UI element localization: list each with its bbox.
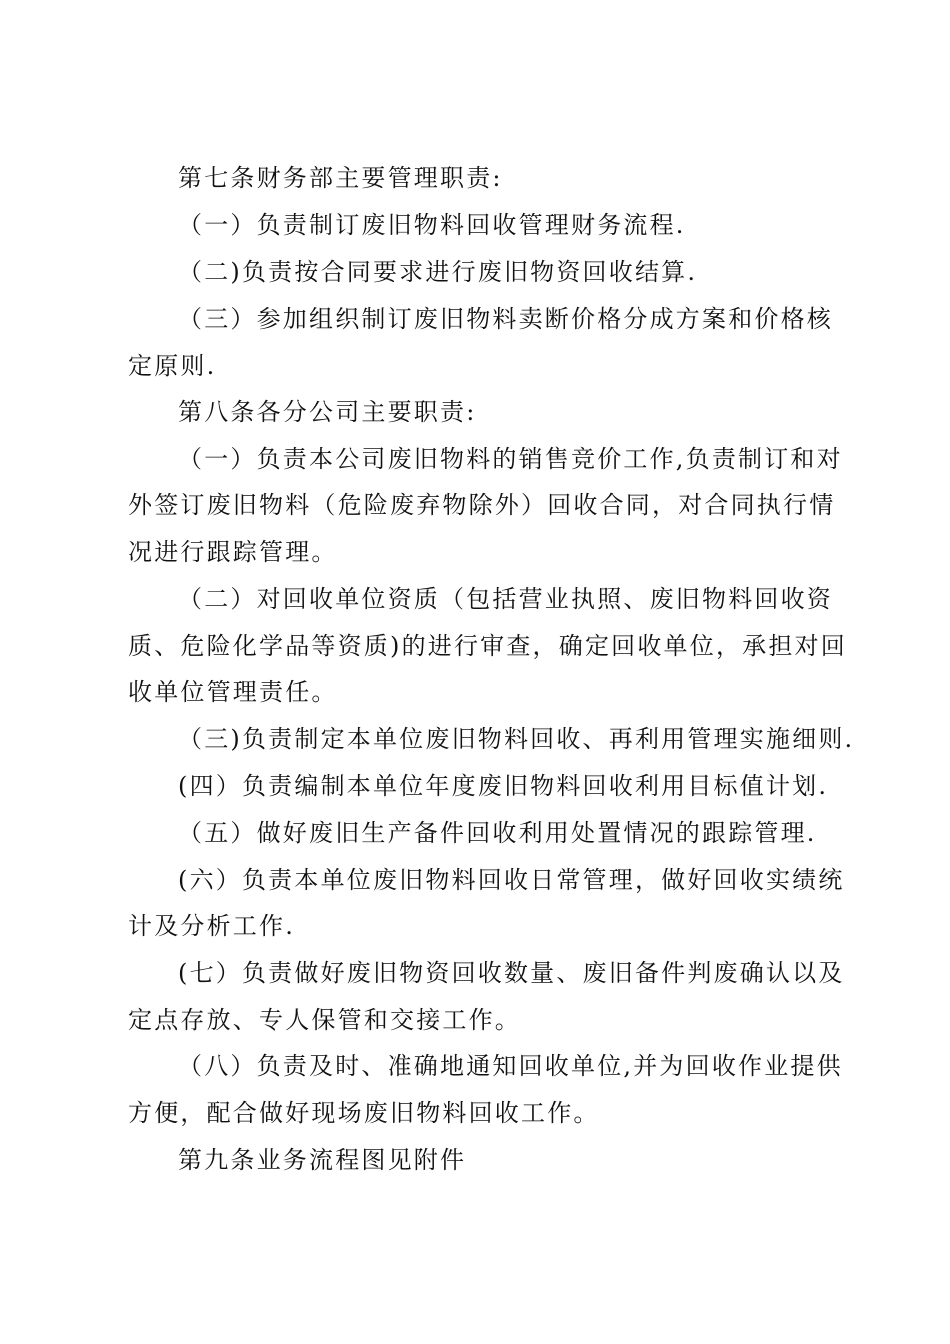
article8-item6-line2: 计及分析工作. — [128, 912, 296, 940]
article7-item3-line2: 定原则. — [128, 352, 217, 380]
article8-item1-line1: （一）负责本公司废旧物料的销售竞价工作,负责制订和对 — [178, 445, 843, 473]
article8-item7-line1: (七）负责做好废旧物资回收数量、废旧备件判废确认以及 — [178, 959, 845, 987]
article8-item3: （三)负责制定本单位废旧物料回收、再利用管理实施细则. — [178, 725, 855, 753]
article8-item2-line2: 质、危险化学品等资质)的进行审查，确定回收单位，承担对回 — [128, 632, 847, 660]
article7-item2: （二)负责按合同要求进行废旧物资回收结算. — [178, 258, 698, 286]
article9-heading: 第九条业务流程图见附件 — [178, 1146, 467, 1174]
article8-item2-line3: 收单位管理责任。 — [128, 678, 338, 706]
article7-item3-line1: （三）参加组织制订废旧物料卖断价格分成方案和价格核 — [178, 305, 833, 333]
article8-item8-line1: （八）负责及时、准确地通知回收单位,并为回收作业提供 — [178, 1052, 843, 1080]
article8-item1-line3: 况进行跟踪管理。 — [128, 538, 338, 566]
article8-item2-line1: （二）对回收单位资质（包括营业执照、废旧物料回收资 — [178, 585, 833, 613]
article8-item7-line2: 定点存放、专人保管和交接工作。 — [128, 1006, 521, 1034]
article7-item1: （一）负责制订废旧物料回收管理财务流程. — [178, 211, 686, 239]
article8-item1-line2: 外签订废旧物料（危险废弃物除外）回收合同，对合同执行情 — [128, 491, 836, 519]
article8-item5: （五）做好废旧生产备件回收利用处置情况的跟踪管理. — [178, 819, 817, 847]
article7-heading: 第七条财务部主要管理职责: — [178, 164, 503, 192]
article8-heading: 第八条各分公司主要职责: — [178, 398, 477, 426]
article8-item8-line2: 方便，配合做好现场废旧物料回收工作。 — [128, 1099, 600, 1127]
article8-item4: (四）负责编制本单位年度废旧物料回收利用目标值计划. — [178, 772, 829, 800]
article8-item6-line1: (六）负责本单位废旧物料回收日常管理，做好回收实绩统 — [178, 866, 845, 894]
